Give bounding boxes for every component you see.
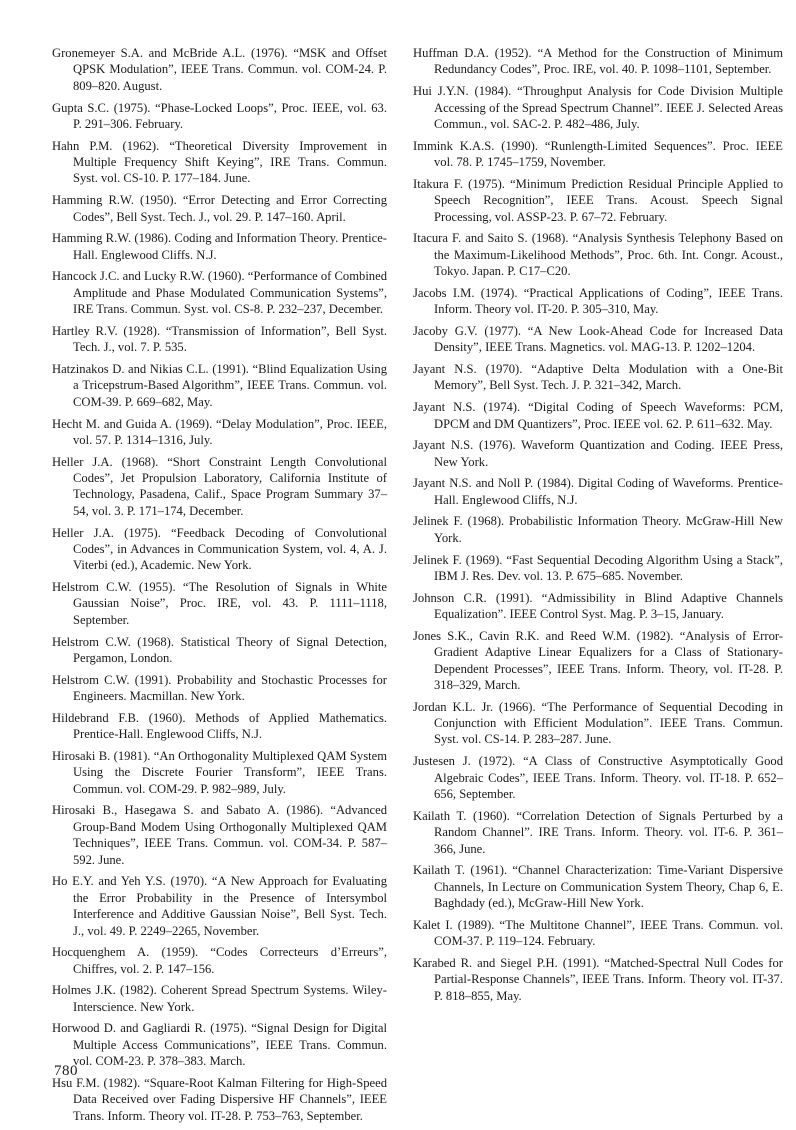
reference-entry: Heller J.A. (1975). “Feedback Decoding of Convolutional Codes”, in Advances in Communication System, vol. 4, A. J. Viterbi (ed.), Academic. New York. [52,525,387,573]
reference-entry: Hartley R.V. (1928). “Transmission of Information”, Bell Syst. Tech. J., vol. 7. P. 535. [52,323,387,355]
reference-entry: Gupta S.C. (1975). “Phase-Locked Loops”, Proc. IEEE, vol. 63. P. 291–306. February. [52,100,387,131]
reference-entry: Karabed R. and Siegel P.H. (1991). “Matched-Spectral Null Codes for Partial-Response Channels”, IEEE Trans. Inform. Theory vol. IT-37. P. 818–855, May. [413,955,783,1003]
reference-entry: Hamming R.W. (1986). Coding and Information Theory. Prentice-Hall. Englewood Cliffs. N.J. [52,231,387,262]
reference-entry: Hirosaki B., Hasegawa S. and Sabato A. (1986). “Advanced Group-Band Modem Using Orthogonally Multiplexed QAM Techniques”, IEEE Trans. Commun. vol. COM-34. P. 587–592. June. [52,803,387,867]
reference-entry: Immink K.A.S. (1990). “Runlength-Limited Sequences”. Proc. IEEE vol. 78. P. 1745–1759, November. [413,138,783,170]
reference-entry: Hui J.Y.N. (1984). “Throughput Analysis for Code Division Multiple Accessing of the Spread Spectrum Channel”. IEEE J. Selected Areas Commun., vol. SAC-2. P. 482–486, July. [413,84,783,131]
reference-entry: Helstrom C.W. (1968). Statistical Theory of Signal Detection, Pergamon, London. [52,634,387,665]
reference-entry: Helstrom C.W. (1955). “The Resolution of Signals in White Gaussian Noise”, Proc. IRE, vol. 43. P. 1111–1118, September. [52,580,387,627]
reference-entry: Jayant N.S. (1976). Waveform Quantization and Coding. IEEE Press, New York. [413,438,783,469]
reference-entry: Hirosaki B. (1981). “An Orthogonality Multiplexed QAM System Using the Discrete Fourier Transform”, IEEE Trans. Commun. vol. COM-29. P. 982–989, July. [52,748,387,796]
reference-entry: Hecht M. and Guida A. (1969). “Delay Modulation”, Proc. IEEE, vol. 57. P. 1314–1316, July. [52,416,387,447]
reference-entry: Holmes J.K. (1982). Coherent Spread Spectrum Systems. Wiley-Interscience. New York. [52,983,387,1014]
reference-entry: Jelinek F. (1968). Probabilistic Information Theory. McGraw-Hill New York. [413,514,783,545]
reference-entry: Ho E.Y. and Yeh Y.S. (1970). “A New Approach for Evaluating the Error Probability in the Presence of Intersymbol Interference and Additive Gaussian Noise”, Bell Syst. Tech. J., vol. 49. P. 2249–2265, November. [52,874,387,938]
reference-entry: Helstrom C.W. (1991). Probability and Stochastic Processes for Engineers. Macmillan. New York. [52,672,387,704]
reference-entry: Hahn P.M. (1962). “Theoretical Diversity Improvement in Multiple Frequency Shift Keying”, IRE Trans. Commun. Syst. vol. CS-10. P. 177–184. June. [52,138,387,186]
reference-entry: Johnson C.R. (1991). “Admissibility in Blind Adaptive Channels Equalization”. IEEE Control Syst. Mag. P. 3–15, January. [413,590,783,622]
reference-entry: Kailath T. (1961). “Channel Characterization: Time-Variant Dispersive Channels, In Lecture on Communication System Theory, Chap 6, E. Baghdady (ed.), McGraw-Hill New York. [413,863,783,911]
reference-entry: Jacoby G.V. (1977). “A New Look-Ahead Code for Increased Data Density”, IEEE Trans. Magnetics. vol. MAG-13. P. 1202–1204. [413,323,783,355]
reference-entry: Hatzinakos D. and Nikias C.L. (1991). “Blind Equalization Using a Tricepstrum-Based Algorithm”, IEEE Trans. Commun. vol. COM-39. P. 669–682, May. [52,361,387,409]
reference-entry: Itacura F. and Saito S. (1968). “Analysis Synthesis Telephony Based on the Maximum-Likelihood Methods”, Proc. 6th. Int. Congr. Acoust., Tokyo. Japan. P. C17–C20. [413,231,783,279]
reference-entry: Hildebrand F.B. (1960). Methods of Applied Mathematics. Prentice-Hall. Englewood Cliffs, N.J. [52,710,387,742]
references-left-column [52,45,387,1130]
reference-entry: Jayant N.S. (1974). “Digital Coding of Speech Waveforms: PCM, DPCM and DM Quantizers”, Proc. IEEE vol. 62. P. 611–632. May. [413,400,783,431]
reference-entry: Hamming R.W. (1950). “Error Detecting and Error Correcting Codes”, Bell Syst. Tech. J., vol. 29. P. 147–160. April. [52,193,387,224]
reference-entry: Jones S.K., Cavin R.K. and Reed W.M. (1982). “Analysis of Error-Gradient Adaptive Linear Equalizers for a Class of Stationary-Dependent Processes”, IEEE Trans. Inform. Theory, vol. IT-28. P. 318–329, March. [413,628,783,692]
reference-entry: Jelinek F. (1969). “Fast Sequential Decoding Algorithm Using a Stack”, IBM J. Res. Dev. vol. 13. P. 675–685. November. [413,552,783,583]
reference-entry: Heller J.A. (1968). “Short Constraint Length Convolutional Codes”, Jet Propulsion Laboratory, California Institute of Technology, Pasadena, Calif., Space Program Summary 37–54, vol. 3. P. 171–174, December. [52,454,387,518]
reference-entry: Gronemeyer S.A. and McBride A.L. (1976). “MSK and Offset QPSK Modulation”, IEEE Trans. Commun. vol. COM-24. P. 809–820. August. [52,46,387,93]
reference-entry: Itakura F. (1975). “Minimum Prediction Residual Principle Applied to Speech Recognition”, IEEE Trans. Acoust. Speech Signal Processing, vol. ASSP-23. P. 67–72. February. [413,176,783,224]
reference-entry: Jordan K.L. Jr. (1966). “The Performance of Sequential Decoding in Conjunction with Efficient Modulation”. IEEE Trans. Commun. Syst. vol. CS-14. P. 283–287. June. [413,699,783,747]
reference-entry: Huffman D.A. (1952). “A Method for the Construction of Minimum Redundancy Codes”, Proc. IRE, vol. 40. P. 1098–1101, September. [413,46,783,77]
page-number: 780 [54,1063,78,1079]
reference-entry: Kailath T. (1960). “Correlation Detection of Signals Perturbed by a Random Channel”. IRE Trans. Inform. Theory. vol. IT-6. P. 361–366, June. [413,808,783,856]
reference-entry: Justesen J. (1972). “A Class of Constructive Asymptotically Good Algebraic Codes”, IEEE Trans. Inform. Theory. vol. IT-18. P. 652–656, September. [413,754,783,801]
reference-entry: Horwood D. and Gagliardi R. (1975). “Signal Design for Digital Multiple Access Communications”, IEEE Trans. Commun. vol. COM-23. P. 378–383. March. [52,1021,387,1069]
reference-entry: Jayant N.S. and Noll P. (1984). Digital Coding of Waveforms. Prentice-Hall. Englewood Cliffs, N.J. [413,476,783,507]
reference-entry: Hsu F.M. (1982). “Square-Root Kalman Filtering for High-Speed Data Received over Fading Dispersive HF Channels”, IEEE Trans. Inform. Theory vol. IT-28. P. 753–763, September. [52,1075,387,1123]
reference-entry: Jacobs I.M. (1974). “Practical Applications of Coding”, IEEE Trans. Inform. Theory vol. IT-20. P. 305–310, May. [413,285,783,317]
reference-entry: Hancock J.C. and Lucky R.W. (1960). “Performance of Combined Amplitude and Phase Modulated Communication Systems”, IRE Trans. Commun. Syst. vol. CS-8. P. 232–237, December. [52,269,387,317]
reference-entry: Kalet I. (1989). “The Multitone Channel”, IEEE Trans. Commun. vol. COM-37. P. 119–124. February. [413,917,783,949]
reference-entry: Jayant N.S. (1970). “Adaptive Delta Modulation with a One-Bit Memory”, Bell Syst. Tech. J. P. 321–342, March. [413,361,783,393]
reference-entry: Hocquenghem A. (1959). “Codes Correcteurs d’Erreurs”, Chiffres, vol. 2. P. 147–156. [52,945,387,976]
references-right-column [413,45,783,1009]
